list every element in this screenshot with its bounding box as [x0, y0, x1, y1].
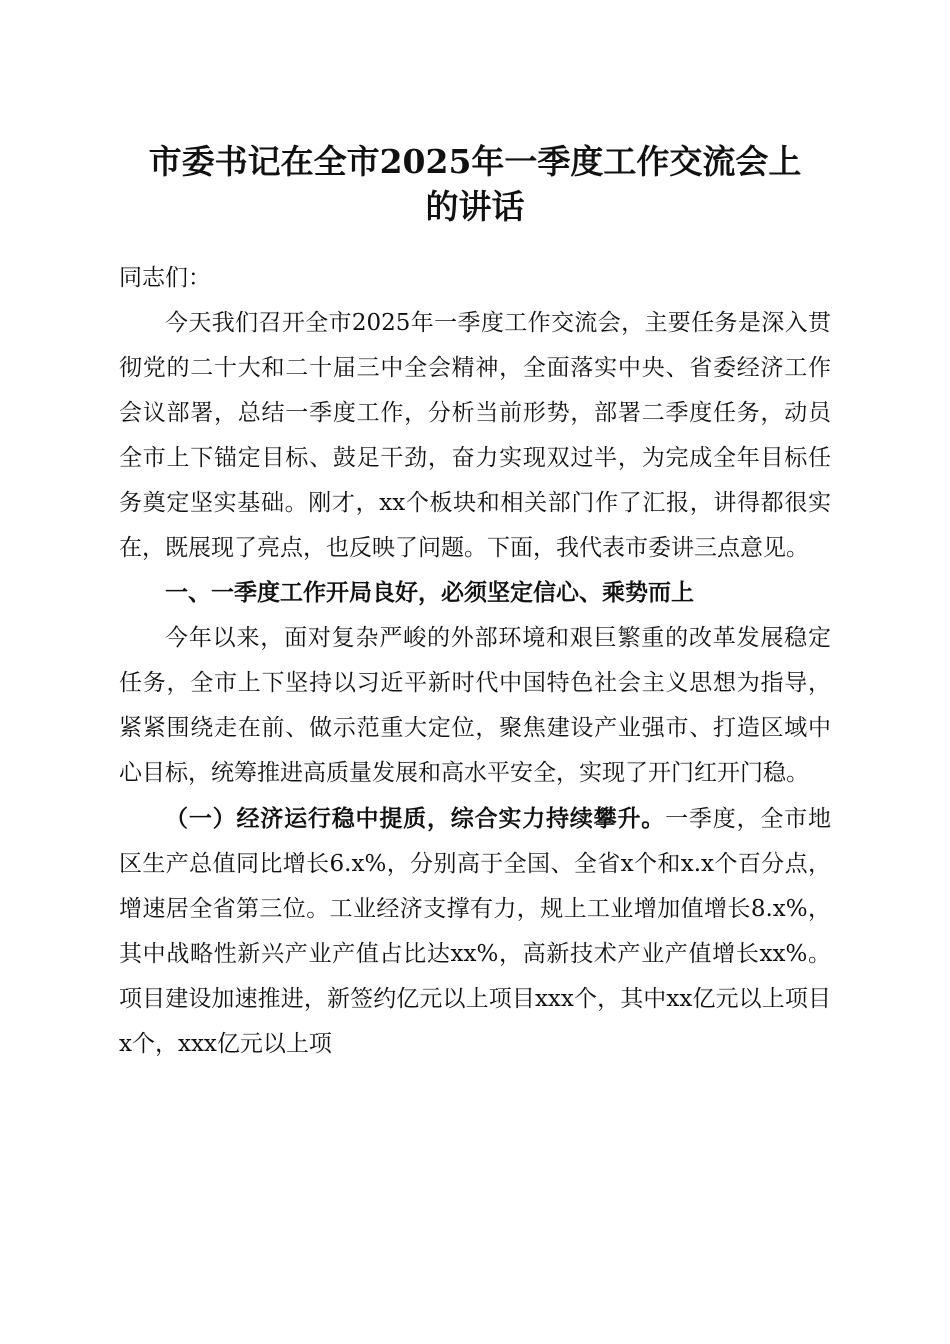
section-heading-1: 一、一季度工作开局良好，必须坚定信心、乘势而上: [165, 580, 694, 606]
paragraph-intro: 今天我们召开全市2025年一季度工作交流会，主要任务是深入贯彻党的二十大和二十届三中全会精神，全面落实中央、省委经济工作会议部署，总结一季度工作，分析当前形势，部署二季度任务，动员全市上下锚定目标、鼓足干劲，奋力实现双过半，为完成全年目标任务奠定坚实基础。刚才，xx个板块和相关部门作了汇报，讲得都很实在，既展现了亮点，也反映了问题。下面，我代表市委讲三点意见。: [119, 310, 831, 561]
subsection-lead-1: （一）经济运行稳中提质，综合实力持续攀升。: [165, 805, 666, 832]
document-body: [119, 256, 831, 1067]
subsection-text-1: 一季度，全市地区生产总值同比增长6.x%，分别高于全国、全省x个和x.x个百分点，增速居全省第三位。工业经济支撑有力，规上工业增加值增长8.x%，其中战略性新兴产业产值占比达xx%，高新技术产业产值增长xx%。项目建设加速推进，新签约亿元以上项目xxx个，其中xx亿元以上项目x个，xxx亿元以上项: [119, 806, 832, 1057]
salutation: 同志们：: [119, 265, 211, 291]
document-title-line-1: 市委书记在全市2025年一季度工作交流会上: [148, 142, 802, 181]
document-title-line-2: 的讲话: [425, 187, 525, 226]
paragraph-overview: 今年以来，面对复杂严峻的外部环境和艰巨繁重的改革发展稳定任务，全市上下坚持以习近平新时代中国特色社会主义思想为指导，紧紧围绕走在前、做示范重大定位，聚焦建设产业强市、打造区域中心目标，统筹推进高质量发展和高水平安全，实现了开门红开门稳。: [119, 625, 831, 786]
paragraph-economy: [119, 796, 831, 1067]
